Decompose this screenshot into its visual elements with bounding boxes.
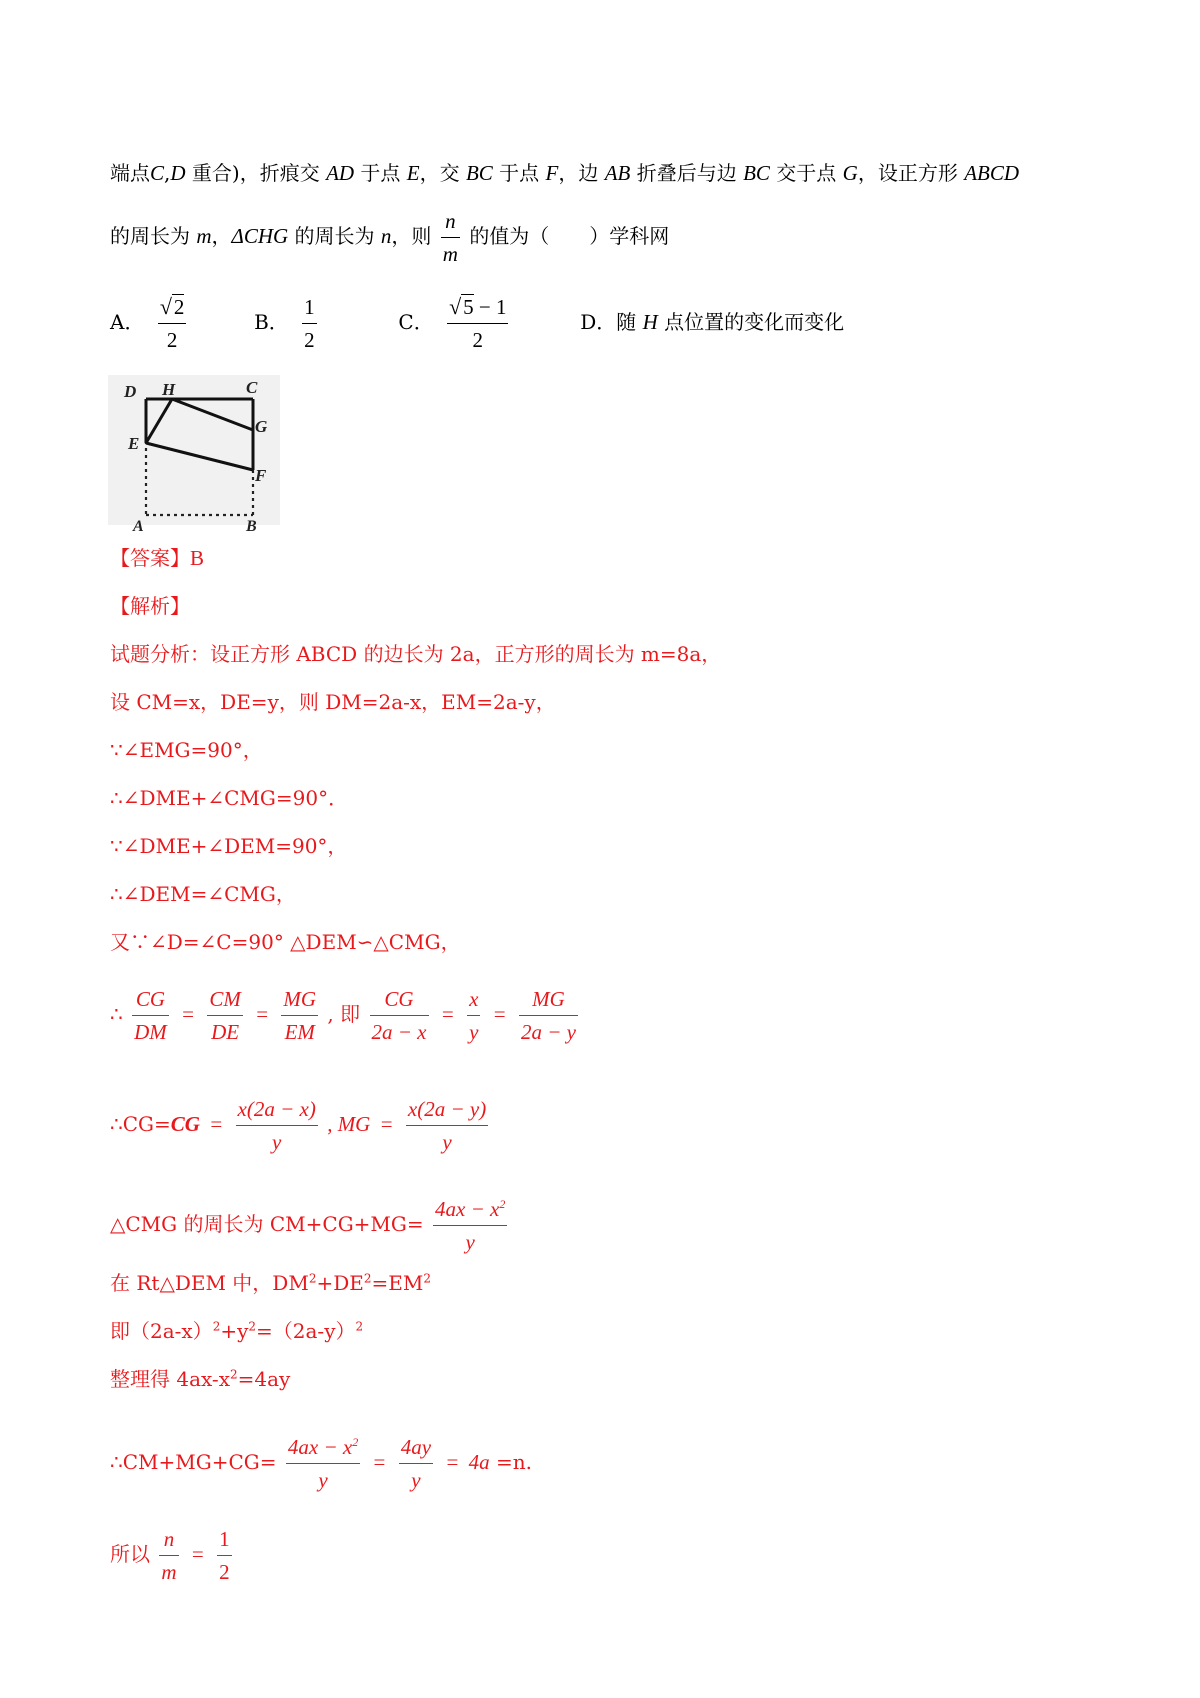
formula-perimeter: △CMG 的周长为 CM+CG+MG= $\frac{4ax - x^2}{y}$: [110, 1197, 506, 1254]
label-g: G: [255, 417, 268, 436]
option-d: D．随 H 点位置的变化而变化: [580, 310, 845, 334]
answer-options: [110, 294, 844, 353]
label-e: E: [128, 434, 140, 453]
fraction-n-over-m: $\frac{n}{m}$: [442, 209, 458, 266]
option-a: A． $\frac{√2}{2}$: [110, 294, 185, 352]
analysis-line-7: 又∵∠D=∠C=90° △DEM∽△CMG，: [110, 930, 461, 954]
folded-square-figure: [108, 375, 280, 535]
answer-line: 【答案】B: [110, 546, 205, 570]
analysis-line-6: ∴∠DEM=∠CMG，: [110, 882, 296, 906]
formula-final-perimeter: ∴CM+MG+CG= $\frac{4ax - x^2}{y}$ = $\frac{4ay}{y}$ = 4a =n.: [110, 1435, 532, 1492]
option-c: C． $\frac{√5 - 1}{2}$: [398, 294, 507, 352]
analysis-line-1: 试题分析：设正方形 ABCD 的边长为 2a，正方形的周长为 m=8a，: [110, 642, 722, 666]
label-f: F: [255, 466, 267, 485]
label-b: B: [246, 518, 257, 535]
label-a: A: [133, 518, 144, 535]
analysis-line-3: ∵∠EMG=90°，: [110, 738, 263, 762]
analysis-line-5: ∵∠DME+∠DEM=90°，: [110, 834, 348, 858]
option-b: B． $\frac{1}{2}$: [254, 295, 315, 352]
label-d: D: [124, 382, 137, 401]
label-h: H: [162, 380, 176, 399]
analysis-header: 【解析】: [110, 594, 190, 618]
label-c: C: [246, 378, 258, 397]
question-line-1: 端点C,D 重合)，折痕交 AD 于点 E，交 BC 于点 F，边 AB 折叠后与边 BC 交于点 G，设正方形 ABCD: [110, 161, 1020, 185]
analysis-line-10: 整理得 $4ax-x^2=4ay$: [110, 1367, 291, 1391]
analysis-line-2: 设 CM=x，DE=y，则 DM=2a-x，EM=2a-y，: [110, 690, 556, 714]
formula-similar-ratio: ∴ $\frac{CG}{DM}$ = $\frac{CM}{DE}$ = $\frac{MG}{EM}$ , 即 $\frac{CG}{2a - x}$ = $\frac{x}{y}$ = $\frac{MG}{2a - y}$: [110, 987, 576, 1044]
formula-cg-mg: ∴CG=CG = $\frac{x(2a - x)}{y}$ , MG = $\frac{x(2a - y)}{y}$: [110, 1097, 487, 1154]
analysis-line-4: ∴∠DME+∠CMG=90°．: [110, 786, 349, 810]
formula-conclusion: 所以 $\frac{n}{m}$ = $\frac{1}{2}$: [110, 1527, 230, 1584]
analysis-line-8: 在 Rt△DEM 中，$DM^2+DE^2=EM^2$: [110, 1271, 431, 1295]
question-line-2: 的周长为 m，ΔCHG 的周长为 n，则 $\frac{n}{m}$ 的值为（ ）学科网: [110, 209, 670, 266]
analysis-line-9: 即$(2a-x)^2+y^2=(2a-y)^2$: [110, 1319, 364, 1343]
